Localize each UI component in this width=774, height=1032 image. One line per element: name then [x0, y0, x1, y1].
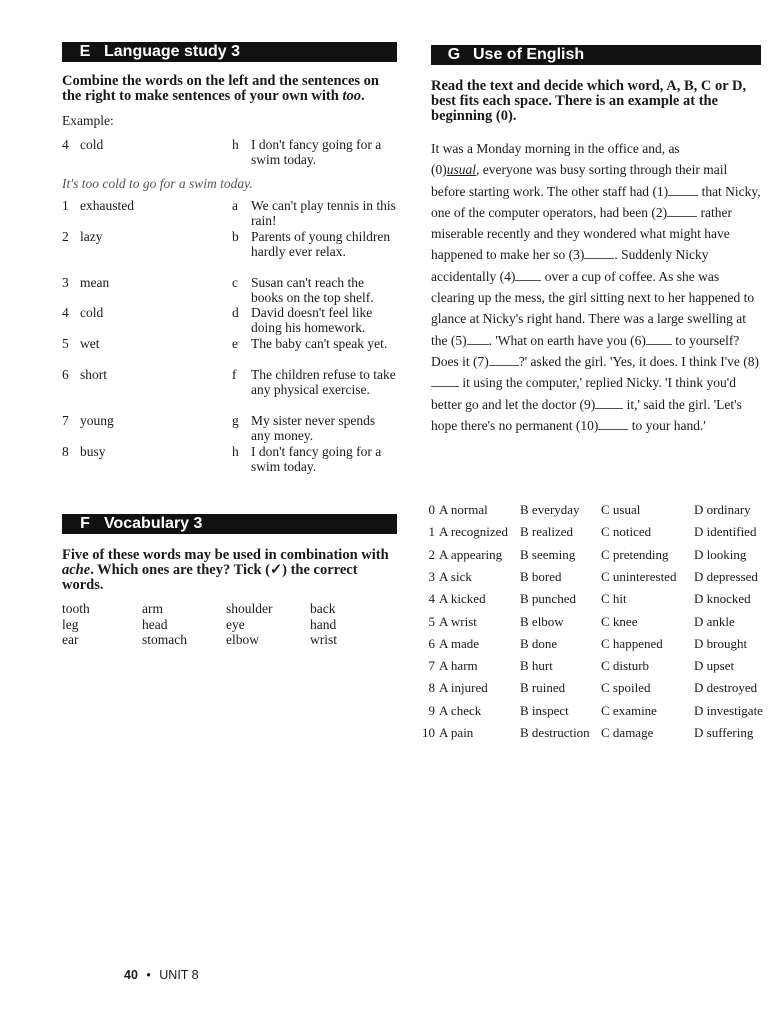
example-answer-usual: usual	[446, 162, 477, 178]
gap-3-blank[interactable]	[584, 246, 614, 259]
option-number: 5	[428, 613, 435, 629]
sentence: I don't fancy going for a swim today.	[251, 444, 382, 474]
section-g-title: Use of English	[473, 46, 585, 63]
sentence-letter: b	[232, 229, 239, 244]
option-d[interactable]: D identified	[694, 524, 757, 540]
sentence-letter: e	[232, 336, 238, 351]
option-number: 8	[428, 680, 435, 696]
option-a[interactable]: A injured	[439, 680, 488, 696]
option-c[interactable]: C uninterested	[601, 568, 677, 584]
option-d[interactable]: D ankle	[694, 613, 735, 629]
option-b[interactable]: B everyday	[520, 502, 580, 517]
sentence-letter: f	[232, 367, 237, 382]
option-a[interactable]: A appearing	[439, 546, 503, 562]
gap-5-label: (5)	[450, 332, 467, 348]
option-b[interactable]: B elbow	[520, 613, 564, 629]
option-c[interactable]: C hit	[601, 591, 627, 607]
adjective: busy	[80, 444, 106, 459]
option-number: 4	[428, 591, 435, 607]
gap-6-label: (6)	[630, 332, 646, 348]
body-part-word[interactable]: arm	[142, 601, 163, 616]
adjective: mean	[80, 275, 110, 290]
gap-6-blank[interactable]	[646, 332, 672, 345]
example-answer: It's too cold to go for a swim today.	[62, 176, 253, 191]
row-number: 1	[62, 198, 69, 213]
option-c[interactable]: C examine	[601, 702, 657, 718]
gap-7-blank[interactable]	[489, 353, 519, 366]
gap-0-label: (0)	[431, 162, 447, 178]
gap-5-blank[interactable]	[467, 332, 489, 345]
body-part-word[interactable]: elbow	[226, 632, 259, 647]
adjective: cold	[80, 305, 104, 320]
sentence: My sister never spends any money.	[251, 413, 376, 443]
gap-10-label: (10)	[575, 417, 599, 433]
option-c[interactable]: C pretending	[601, 546, 669, 562]
option-a[interactable]: A made	[439, 635, 480, 651]
gap-4-blank[interactable]	[515, 268, 541, 281]
example-label: Example:	[62, 113, 114, 128]
adjective: lazy	[80, 229, 103, 244]
option-a[interactable]: A normal	[439, 502, 488, 517]
adjective: wet	[80, 336, 100, 351]
too-word: too	[342, 88, 361, 104]
option-b[interactable]: B inspect	[520, 702, 569, 718]
sentence-letter: c	[232, 275, 238, 290]
option-a[interactable]: A sick	[439, 568, 472, 584]
option-d[interactable]: D looking	[694, 546, 747, 562]
option-d[interactable]: D upset	[694, 658, 735, 674]
section-e-letter: E	[79, 43, 91, 60]
gap-1-label: (1)	[652, 183, 669, 199]
ache-word: ache	[62, 562, 91, 578]
section-g-header	[431, 45, 761, 65]
option-d[interactable]: D destroyed	[694, 680, 758, 696]
sentence: The baby can't speak yet.	[251, 336, 388, 351]
option-b[interactable]: B done	[520, 635, 558, 651]
body-part-word[interactable]: head	[142, 616, 168, 632]
body-part-word[interactable]: leg	[62, 616, 79, 632]
sentence-letter: d	[232, 305, 239, 320]
option-b[interactable]: B hurt	[520, 658, 553, 674]
option-c[interactable]: C damage	[601, 725, 654, 740]
option-d[interactable]: D depressed	[694, 568, 758, 584]
gap-8-label: (8)	[743, 353, 760, 369]
section-g-instruction: Read the text and decide which word, A, B, C or D, best fits each space. There is an example at the beginning (0).	[431, 78, 747, 124]
example-num: 4	[62, 137, 69, 152]
option-b[interactable]: B destruction	[520, 725, 590, 740]
body-part-word[interactable]: stomach	[142, 632, 187, 647]
option-d[interactable]: D knocked	[694, 591, 751, 607]
sentence-letter: h	[232, 444, 239, 459]
option-number: 2	[428, 546, 435, 562]
section-f-letter: F	[80, 515, 90, 532]
option-d[interactable]: D ordinary	[694, 502, 751, 517]
option-d[interactable]: D brought	[694, 635, 748, 651]
option-number: 10	[422, 725, 435, 740]
option-number: 7	[428, 658, 435, 674]
section-e-title: Language study 3	[104, 43, 241, 60]
sentence-letter: a	[232, 198, 238, 213]
body-part-word[interactable]: eye	[226, 616, 245, 632]
gap-2-blank[interactable]	[667, 204, 697, 217]
gap-9-blank[interactable]	[595, 396, 623, 409]
option-a[interactable]: A wrist	[439, 613, 477, 629]
adjective: young	[80, 413, 114, 428]
section-f-header	[62, 514, 397, 534]
option-b[interactable]: B seeming	[520, 546, 576, 562]
cloze-text: It was a Monday morning in the office and, as (0)usual, everyone was busy sorting through their mail before starting work. The other staff had (1) that Nicky, one of the computer operators, had been (2) rather miserable recently and they wondered what might have happened to make her so (3) . Suddenly Nicky accidentally (4) over a cup of coffee. As she was clearing up the mess, the girl sitting next to her happened to glance at Nicky's right hand. There was a large swelling at the (5) . 'What on earth have you (6) to yourself? Does it (7) ?' asked the girl. 'Yes, it does. I think I've (8) it using the computer,' replied Nicky. 'I think you'd better go and let the doctor (9) it,' said the girl. 'Let's hope there's no permanent (10) to your hand.'	[431, 141, 761, 433]
page-footer	[124, 968, 199, 982]
option-a[interactable]: A kicked	[439, 591, 486, 607]
body-part-word[interactable]: tooth	[62, 601, 90, 616]
footer-bullet: •	[146, 968, 151, 982]
option-c[interactable]: C knee	[601, 613, 638, 629]
option-b[interactable]: B realized	[520, 524, 574, 540]
adjective: exhausted	[80, 198, 134, 213]
body-part-word[interactable]: shoulder	[226, 601, 273, 616]
option-b[interactable]: B punched	[520, 591, 576, 607]
gap-7-label: (7)	[473, 353, 489, 369]
option-c[interactable]: C usual	[601, 502, 641, 517]
gap-3-label: (3)	[568, 247, 585, 263]
row-number: 2	[62, 229, 69, 244]
option-a[interactable]: A pain	[439, 725, 474, 740]
option-a[interactable]: A check	[439, 702, 482, 718]
section-e-instruction: Combine the words on the left and the sentences on the right to make sentences of your own with too.	[62, 73, 379, 104]
section-f-title: Vocabulary 3	[104, 515, 203, 532]
sentence: The children refuse to take any physical exercise.	[251, 367, 396, 397]
option-a[interactable]: A harm	[439, 658, 478, 674]
sentence-letter: g	[232, 413, 239, 428]
sentence: Parents of young children hardly ever relax.	[251, 229, 391, 259]
option-number: 6	[428, 635, 435, 651]
section-e-header	[62, 42, 397, 62]
row-number: 6	[62, 367, 69, 382]
sentence: David doesn't feel like doing his homework.	[251, 305, 373, 335]
gap-1-blank[interactable]	[668, 183, 698, 196]
unit-label: UNIT 8	[159, 968, 199, 982]
option-a[interactable]: A recognized	[439, 524, 508, 540]
body-part-word[interactable]: wrist	[310, 632, 337, 647]
option-number: 0	[428, 502, 435, 517]
gap-8-blank[interactable]	[431, 374, 459, 387]
row-number: 4	[62, 305, 69, 320]
option-number: 3	[428, 568, 435, 584]
sentence: Susan can't reach the books on the top shelf.	[251, 275, 374, 305]
section-f-instruction: Five of these words may be used in combination with ache. Which ones are they? Tick (✓) the correct words.	[62, 547, 389, 593]
option-d[interactable]: D suffering	[694, 725, 754, 740]
gap-10-blank[interactable]	[598, 417, 628, 430]
sentence: We can't play tennis in this rain!	[251, 198, 396, 228]
gap-9-label: (9)	[579, 396, 596, 412]
page-number: 40	[124, 968, 138, 982]
option-c[interactable]: C happened	[601, 635, 663, 651]
body-part-word[interactable]: ear	[62, 632, 79, 647]
row-number: 5	[62, 336, 69, 351]
option-d[interactable]: D investigate	[694, 702, 763, 718]
row-number: 3	[62, 275, 69, 290]
row-number: 8	[62, 444, 69, 459]
option-number: 1	[428, 524, 435, 540]
option-c[interactable]: C noticed	[601, 524, 652, 540]
option-b[interactable]: B bored	[520, 568, 562, 584]
example-letter: h	[232, 137, 239, 152]
option-b[interactable]: B ruined	[520, 680, 566, 696]
example-word: cold	[80, 137, 104, 152]
section-g-letter: G	[447, 46, 461, 63]
option-c[interactable]: C disturb	[601, 658, 650, 674]
body-part-word[interactable]: back	[310, 601, 336, 616]
option-c[interactable]: C spoiled	[601, 680, 651, 696]
option-number: 9	[428, 702, 435, 718]
example-sentence: I don't fancy going for a swim today.	[251, 137, 382, 167]
body-part-word[interactable]: hand	[310, 616, 337, 632]
gap-2-label: (2)	[651, 204, 668, 220]
row-number: 7	[62, 413, 69, 428]
gap-4-label: (4)	[499, 268, 516, 284]
adjective: short	[80, 367, 107, 382]
